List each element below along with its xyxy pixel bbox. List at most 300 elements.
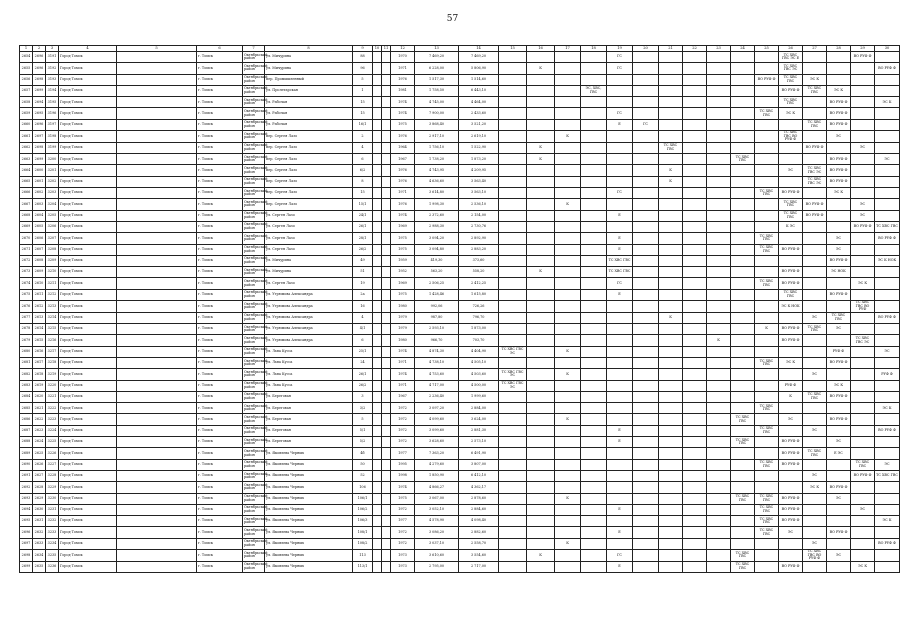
table-cell: 1972 (391, 403, 415, 414)
table-cell (851, 527, 875, 538)
table-cell (527, 74, 555, 85)
table-cell: ВО РУФ Ф (827, 289, 851, 300)
table-cell (779, 312, 803, 323)
table-cell (117, 527, 197, 538)
table-cell (875, 493, 900, 504)
table-cell (659, 289, 683, 300)
table-cell: 2601 (33, 176, 46, 187)
table-cell (382, 312, 391, 323)
table-cell (731, 278, 755, 289)
table-cell: ВО РУФ Ф (827, 108, 851, 119)
table-cell (499, 425, 527, 436)
table-cell (581, 538, 607, 549)
table-cell: ЭС НОК (827, 267, 851, 278)
table-cell: г. Томск (197, 312, 243, 323)
table-cell (755, 369, 779, 380)
table-cell (607, 482, 633, 493)
table-cell: ул. Угрюмова Александра (265, 289, 353, 300)
table-cell (707, 119, 731, 130)
table-cell (117, 131, 197, 143)
table-cell (373, 516, 382, 527)
table-cell (555, 255, 581, 266)
table-cell (827, 142, 851, 153)
table-cell (117, 74, 197, 85)
table-cell: 3211 (46, 278, 59, 289)
table-cell: ЭС К (803, 74, 827, 85)
table-cell (382, 448, 391, 459)
table-cell: 6 412,10 (459, 470, 499, 481)
table-cell: ВО РУФ Ф (827, 391, 851, 402)
table-cell: 2 917,10 (415, 131, 459, 143)
table-cell (382, 482, 391, 493)
table-cell (607, 176, 633, 187)
table-cell: 3221 (46, 391, 59, 402)
table-cell (581, 63, 607, 74)
table-cell: 1972 (391, 538, 415, 549)
table-cell (499, 493, 527, 504)
table-cell (851, 493, 875, 504)
table-cell: 2688 (20, 437, 33, 448)
table-cell (555, 516, 581, 527)
table-cell (382, 221, 391, 232)
table-cell: ТС ХВС ГВС (755, 527, 779, 538)
table-cell (555, 210, 581, 221)
table-cell (851, 357, 875, 368)
table-cell (527, 538, 555, 549)
table-cell (755, 142, 779, 153)
table-cell: Город Томск (59, 289, 117, 300)
table-cell: 992,06 (415, 301, 459, 313)
table-cell (373, 380, 382, 391)
table-cell: ЭС К (875, 403, 900, 414)
table-row (20, 233, 900, 244)
table-cell: г. Томск (197, 142, 243, 153)
table-cell: ТС ХВС ГВС ЭС Е (779, 52, 803, 63)
table-cell (499, 538, 527, 549)
table-cell (707, 97, 731, 108)
table-cell (731, 301, 755, 313)
table-cell: 3235 (46, 550, 59, 562)
table-cell (633, 527, 659, 538)
table-cell (499, 244, 527, 255)
table-cell (555, 301, 581, 313)
table-cell: 4 636,60 (415, 176, 459, 187)
table-cell: 6 443,10 (459, 85, 499, 96)
column-header-cell: 14 (459, 46, 499, 52)
table-cell (527, 437, 555, 448)
table-cell: 28/1 (353, 233, 373, 244)
table-cell: ТС ХВС ГВС (607, 255, 633, 266)
table-cell: ВО РУФ Ф (779, 85, 803, 96)
table-cell (803, 233, 827, 244)
table-cell: 796,70 (459, 312, 499, 323)
table-cell: 2694 (20, 504, 33, 515)
table-cell: Октябрьский район (243, 142, 265, 153)
table-cell (633, 289, 659, 300)
table-cell (683, 493, 707, 504)
table-cell: г. Томск (197, 459, 243, 470)
table-cell: 2677 (20, 312, 33, 323)
table-cell: ул. Мичурина (265, 52, 353, 63)
table-cell (499, 255, 527, 266)
table-cell (633, 346, 659, 357)
table-cell: 2625 (33, 448, 46, 459)
table-cell: ВО РУФ Ф (779, 504, 803, 515)
table-cell (875, 550, 900, 562)
table-cell (382, 199, 391, 210)
table-cell (373, 210, 382, 221)
table-cell (755, 538, 779, 549)
table-cell: 3194 (46, 85, 59, 96)
table-cell: ЭС (827, 437, 851, 448)
table-cell (875, 561, 900, 572)
table-cell: 2610 (33, 278, 46, 289)
table-cell (499, 335, 527, 346)
table-cell: 3 052,10 (415, 504, 459, 515)
table-cell: 2660 (20, 119, 33, 130)
table-cell: К (555, 493, 581, 504)
table-cell: 2631 (33, 516, 46, 527)
table-cell (683, 550, 707, 562)
table-cell: 2697 (33, 131, 46, 143)
table-cell (527, 346, 555, 357)
table-cell: ТС ХВС ГВС (779, 210, 803, 221)
table-cell: 3209 (46, 255, 59, 266)
table-cell (659, 154, 683, 165)
table-cell (373, 221, 382, 232)
table-cell (373, 527, 382, 538)
table-cell: ул. Береговая (265, 425, 353, 436)
table-cell (499, 527, 527, 538)
table-cell: 3206 (46, 221, 59, 232)
table-cell: Город Томск (59, 255, 117, 266)
table-cell: 1 850,90 (415, 470, 459, 481)
table-cell (827, 63, 851, 74)
table-cell: пер. Сергея Лазо (265, 165, 353, 176)
table-cell: К (555, 414, 581, 425)
table-cell (633, 470, 659, 481)
table-cell: 1971 (391, 357, 415, 368)
table-cell (659, 97, 683, 108)
column-header-cell: 1 (20, 46, 33, 52)
table-cell: ЭС (851, 210, 875, 221)
table-row (20, 278, 900, 289)
table-cell (607, 459, 633, 470)
table-cell (659, 63, 683, 74)
table-cell (803, 244, 827, 255)
table-cell: 3 628,60 (415, 437, 459, 448)
table-cell: ГС (607, 63, 633, 74)
table-cell: 2694 (33, 97, 46, 108)
table-cell: К (555, 538, 581, 549)
table-cell (633, 188, 659, 199)
table-cell: 2692 (20, 482, 33, 493)
table-cell: ул. Угрюмова Александра (265, 301, 353, 313)
table-cell (117, 233, 197, 244)
table-cell: ТС ХВС ГВС ВО РУФ Ф (803, 550, 827, 562)
table-cell (633, 538, 659, 549)
table-cell (555, 561, 581, 572)
table-cell: 2698 (33, 142, 46, 153)
table-cell: ТС ХВС ГВС (755, 233, 779, 244)
table-cell: 3202 (46, 176, 59, 187)
table-cell: 3236 (46, 561, 59, 572)
table-cell (851, 176, 875, 187)
table-cell: ТС ХВС ГВС ЭС (803, 165, 827, 176)
table-cell: 1979 (391, 324, 415, 335)
table-cell: Октябрьский район (243, 403, 265, 414)
table-cell: 2683 (20, 380, 33, 391)
table-cell: ТС ХВС ГВС (755, 516, 779, 527)
table-cell (555, 357, 581, 368)
table-cell (707, 516, 731, 527)
table-cell (659, 346, 683, 357)
table-cell (499, 459, 527, 470)
table-cell (527, 414, 555, 425)
table-cell (659, 357, 683, 368)
table-cell: 3220 (46, 380, 59, 391)
table-cell: 16/1 (353, 119, 373, 130)
table-cell: ул. Яковлева Черных (265, 459, 353, 470)
table-cell: ЭС (779, 527, 803, 538)
table-cell: ВО РУФ Ф (827, 165, 851, 176)
table-cell: 106/2 (353, 504, 373, 515)
table-cell: 1 999,60 (459, 391, 499, 402)
column-header-cell: 18 (581, 46, 607, 52)
table-cell: ВО РУФ Ф (803, 210, 827, 221)
table-cell (527, 470, 555, 481)
table-cell (803, 255, 827, 266)
table-cell (117, 188, 197, 199)
table-cell (851, 369, 875, 380)
table-cell (499, 119, 527, 130)
table-cell: 2682 (20, 369, 33, 380)
table-cell (875, 301, 900, 313)
table-cell (581, 346, 607, 357)
table-cell: Октябрьский район (243, 188, 265, 199)
table-cell: ЭС К (779, 108, 803, 119)
table-cell: 4 745,00 (415, 97, 459, 108)
table-cell (117, 561, 197, 572)
table-cell (851, 437, 875, 448)
table-cell (875, 504, 900, 515)
table-cell: 2686 (20, 414, 33, 425)
table-cell: ул. Яковлева Черных (265, 550, 353, 562)
table-cell: Город Томск (59, 516, 117, 527)
table-cell (731, 74, 755, 85)
table-cell (117, 85, 197, 96)
table-cell (755, 289, 779, 300)
table-cell: 1976 (391, 176, 415, 187)
table-cell (373, 244, 382, 255)
table-cell (581, 312, 607, 323)
table-cell: ул. Яковлева Черных (265, 527, 353, 538)
table-cell (581, 255, 607, 266)
table-cell (117, 108, 197, 119)
table-cell: г. Томск (197, 165, 243, 176)
table-cell (731, 176, 755, 187)
table-cell: 3192 (46, 63, 59, 74)
table-cell (731, 97, 755, 108)
table-cell (803, 493, 827, 504)
table-cell (382, 233, 391, 244)
table-cell (731, 504, 755, 515)
table-row (20, 437, 900, 448)
table-cell (527, 459, 555, 470)
table-cell (683, 346, 707, 357)
table-cell (382, 527, 391, 538)
table-cell: г. Томск (197, 493, 243, 504)
table-cell (382, 289, 391, 300)
table-cell (373, 85, 382, 96)
table-cell (607, 493, 633, 504)
table-cell (373, 176, 382, 187)
table-cell (373, 289, 382, 300)
table-cell (851, 289, 875, 300)
table-cell (527, 188, 555, 199)
table-cell: К (555, 369, 581, 380)
table-cell: ЭС (779, 414, 803, 425)
table-cell (707, 165, 731, 176)
table-cell: 1976 (391, 74, 415, 85)
table-cell (659, 470, 683, 481)
table-cell: 3 624,00 (459, 414, 499, 425)
table-cell (755, 470, 779, 481)
table-cell (707, 357, 731, 368)
table-cell: 2696 (20, 527, 33, 538)
table-cell (607, 470, 633, 481)
table-cell: ЭС (803, 470, 827, 481)
table-cell (827, 538, 851, 549)
table-cell (683, 278, 707, 289)
table-cell (607, 414, 633, 425)
table-cell: ВО РУФ Ф (827, 414, 851, 425)
table-cell: ЭС (827, 550, 851, 562)
table-cell (499, 278, 527, 289)
table-cell: 1 756,10 (415, 142, 459, 153)
table-cell (851, 255, 875, 266)
table-cell: 4б (353, 448, 373, 459)
table-cell: ВО РУФ Ф (827, 255, 851, 266)
table-cell: 2659 (20, 108, 33, 119)
table-cell (581, 119, 607, 130)
table-cell (875, 188, 900, 199)
table-cell (827, 403, 851, 414)
table-cell: 2615 (33, 335, 46, 346)
table-cell: 2 730,76 (459, 221, 499, 232)
table-cell (707, 538, 731, 549)
table-cell: 2 884,60 (459, 504, 499, 515)
table-cell: ул. Рабочая (265, 97, 353, 108)
table-cell (755, 482, 779, 493)
table-cell (851, 188, 875, 199)
table-cell (117, 403, 197, 414)
table-cell (683, 199, 707, 210)
table-cell (117, 312, 197, 323)
table-cell: 2 433,60 (459, 108, 499, 119)
table-cell (659, 74, 683, 85)
table-cell: 1969 (391, 221, 415, 232)
table-cell: Октябрьский район (243, 493, 265, 504)
table-cell: ГС (607, 52, 633, 63)
table-cell (731, 255, 755, 266)
column-header-cell: 26 (779, 46, 803, 52)
table-cell: г. Томск (197, 244, 243, 255)
table-cell: Город Томск (59, 301, 117, 313)
table-cell: 2623 (33, 425, 46, 436)
table-cell (382, 550, 391, 562)
table-cell: г. Томск (197, 561, 243, 572)
table-cell: 1 (353, 85, 373, 96)
table-cell: ВО РУФ Ф (779, 459, 803, 470)
column-header-cell: 25 (755, 46, 779, 52)
table-cell: К (755, 324, 779, 335)
table-cell (373, 538, 382, 549)
table-cell: К (659, 312, 683, 323)
table-cell (851, 403, 875, 414)
table-cell (373, 324, 382, 335)
table-cell: ТС ХВС ГВС (803, 448, 827, 459)
table-cell (659, 391, 683, 402)
table-cell (373, 550, 382, 562)
table-cell (382, 414, 391, 425)
table-cell: ул. Береговая (265, 437, 353, 448)
table-cell: Город Томск (59, 403, 117, 414)
table-cell: 1975 (391, 289, 415, 300)
table-cell (581, 516, 607, 527)
table-cell: 419,30 (415, 255, 459, 266)
table-cell (607, 357, 633, 368)
table-cell (373, 63, 382, 74)
table-cell: 2671 (20, 244, 33, 255)
table-cell: Город Томск (59, 425, 117, 436)
table-cell: ВО РУФ Ф (803, 199, 827, 210)
table-cell (581, 188, 607, 199)
table-cell: Октябрьский район (243, 335, 265, 346)
table-cell: Октябрьский район (243, 255, 265, 266)
table-cell: ГС (607, 278, 633, 289)
table-cell (117, 176, 197, 187)
table-cell (755, 154, 779, 165)
table-cell: 7 469,20 (459, 52, 499, 63)
table-cell: Е ЭС (827, 448, 851, 459)
table-cell: ЭС К НОК (779, 301, 803, 313)
table-cell (581, 527, 607, 538)
table-cell (633, 142, 659, 153)
table-cell (731, 108, 755, 119)
table-cell (499, 63, 527, 74)
table-cell: г. Томск (197, 85, 243, 96)
table-cell (803, 504, 827, 515)
table-cell: 4 874,30 (415, 346, 459, 357)
table-cell (581, 482, 607, 493)
table-row (20, 74, 900, 85)
table-cell (779, 538, 803, 549)
table-cell: Е (607, 504, 633, 515)
table-cell (827, 210, 851, 221)
table-cell: 2627 (33, 470, 46, 481)
table-cell (707, 414, 731, 425)
table-cell: ВО РУФ Ф (779, 493, 803, 504)
table-cell: 1972 (391, 414, 415, 425)
table-cell (875, 278, 900, 289)
table-cell: 2 506,25 (415, 278, 459, 289)
table-cell: Город Томск (59, 538, 117, 549)
table-cell (373, 278, 382, 289)
table-cell (499, 108, 527, 119)
table-cell: Октябрьский район (243, 52, 265, 63)
table-cell: Октябрьский район (243, 233, 265, 244)
